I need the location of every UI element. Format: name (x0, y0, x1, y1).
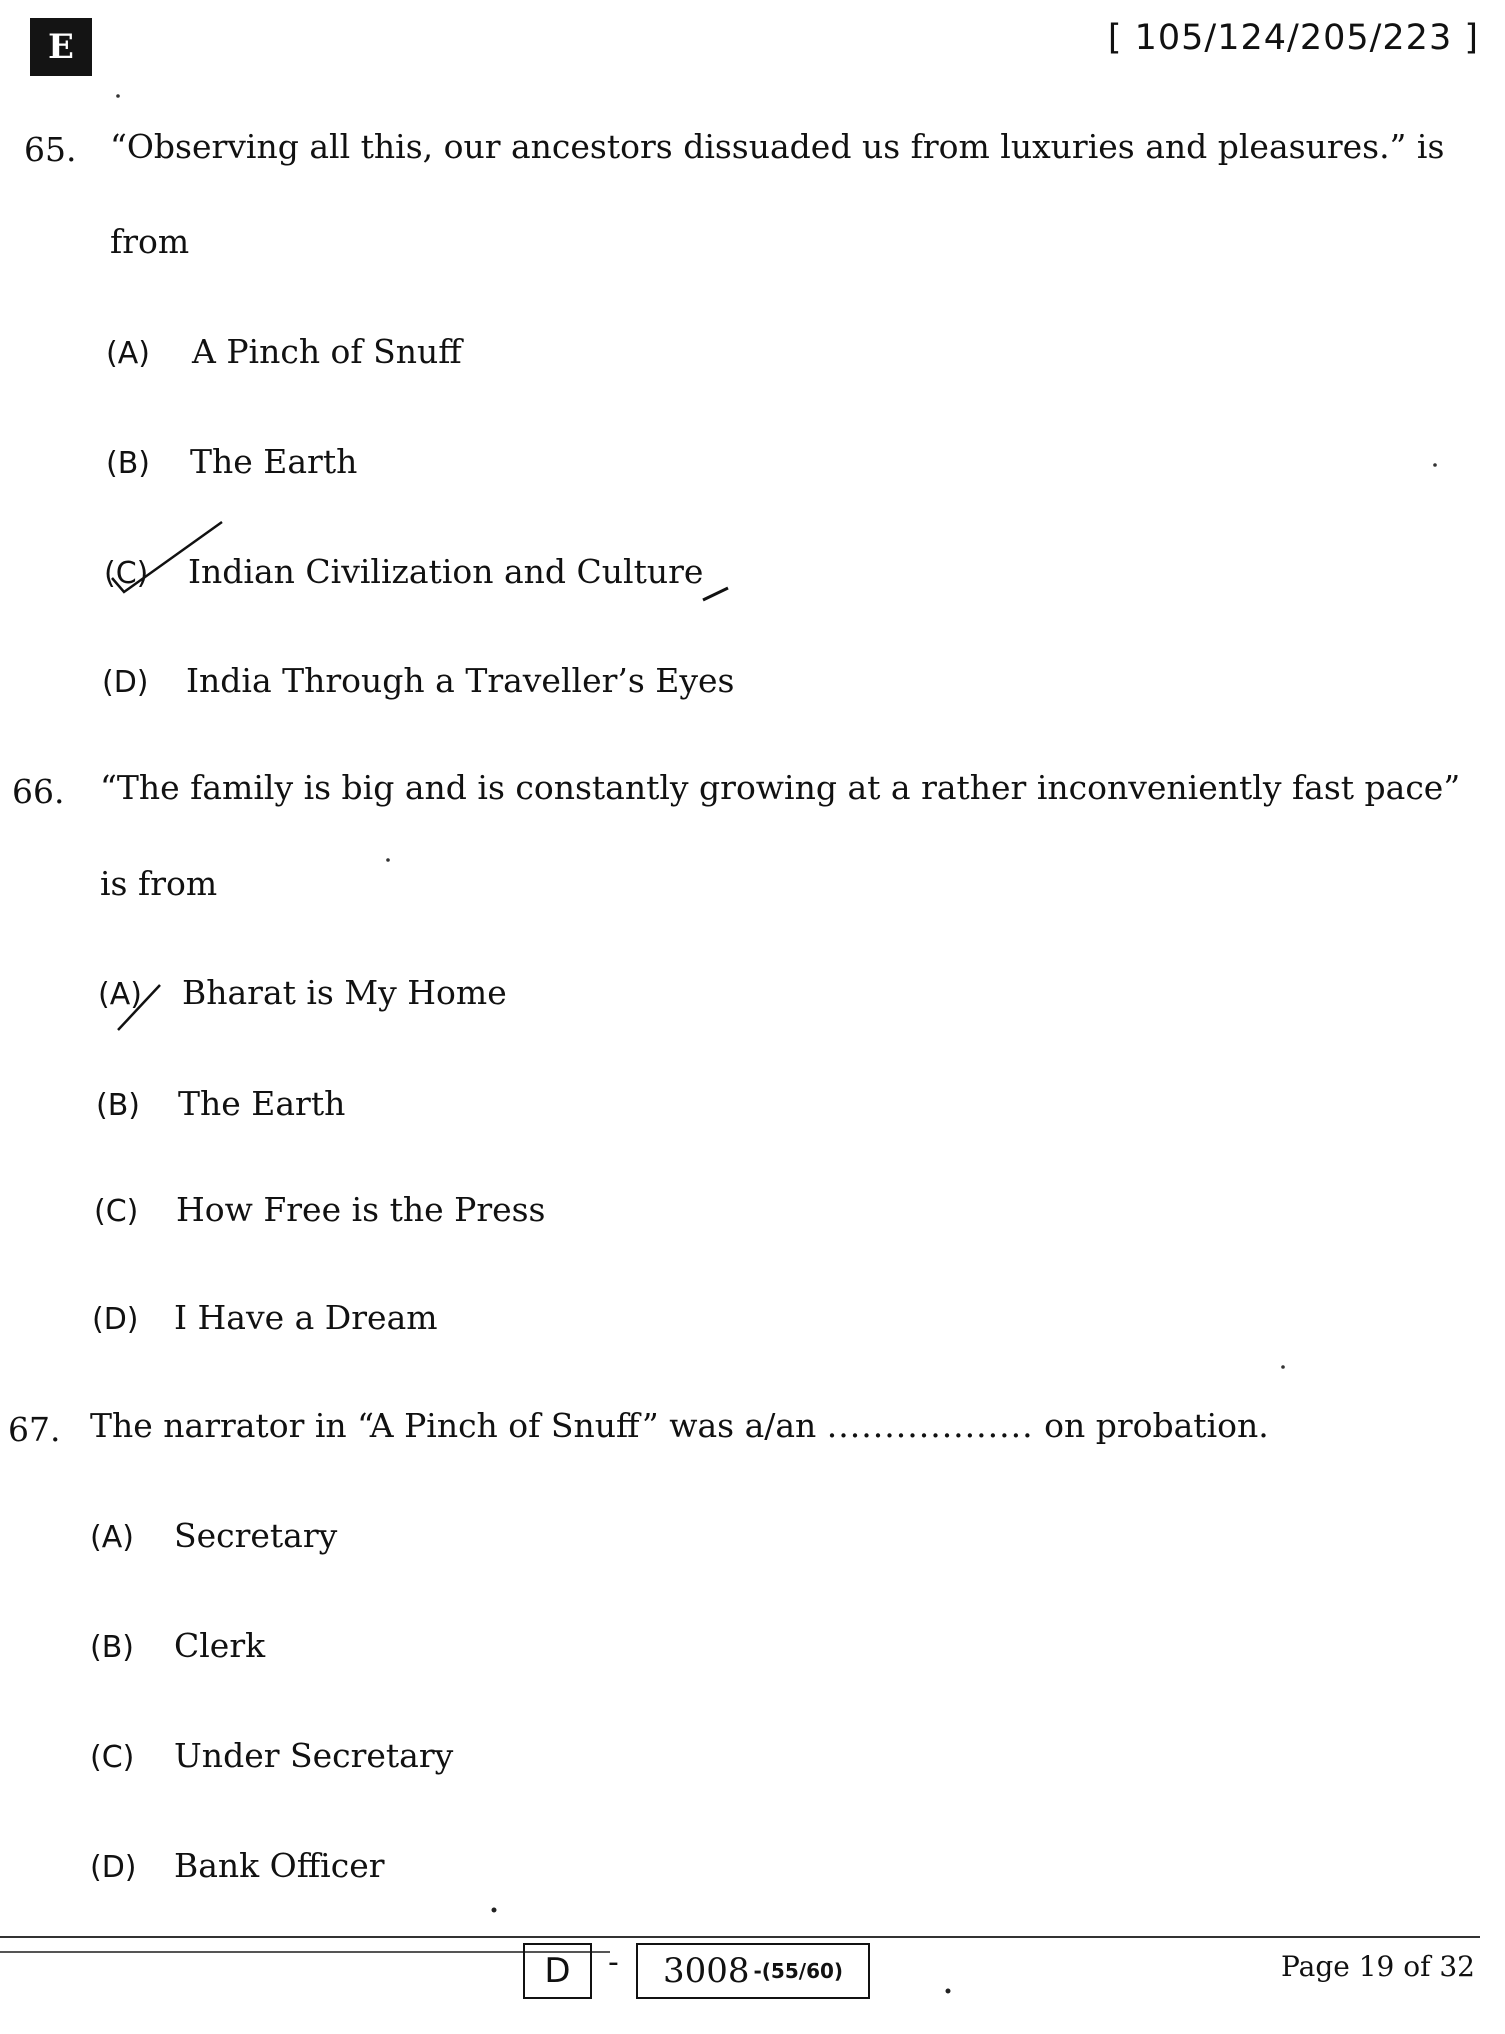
question-number: 65. (24, 130, 77, 169)
footer-rule-secondary (0, 1951, 610, 1953)
stray-dot (946, 1989, 951, 1994)
series-box: D (523, 1943, 592, 1999)
question-number: 66. (12, 772, 65, 811)
booklet-code: 3008 (662, 1951, 750, 1991)
option-label: (B) (96, 1088, 140, 1123)
question-text-after: on probation. (1044, 1406, 1269, 1445)
option-text: Clerk (174, 1626, 266, 1665)
stray-dot (386, 858, 390, 862)
question-text-continued: is from (100, 864, 218, 903)
question-text-before: The narrator in “A Pinch of Snuff” was a/an (90, 1406, 817, 1445)
option-text: I Have a Dream (174, 1298, 438, 1337)
stray-dot (1433, 463, 1437, 467)
option-label: (D) (102, 665, 149, 700)
option-text: India Through a Traveller’s Eyes (186, 661, 735, 700)
option-text: A Pinch of Snuff (192, 332, 462, 371)
answer-tick-mark (118, 985, 160, 1030)
footer-dash: - (608, 1945, 619, 1980)
question-text: “Observing all this, our ancestors dissuaded us from luxuries and pleasures.” is (110, 127, 1445, 166)
booklet-code-box (636, 1943, 870, 1999)
footer-rule (0, 1936, 1480, 1938)
option-label: (C) (90, 1740, 135, 1775)
option-text: Under Secretary (174, 1736, 454, 1775)
option-label: (D) (92, 1302, 139, 1337)
option-label: (A) (90, 1520, 134, 1555)
option-text: Bank Officer (174, 1846, 385, 1885)
option-text: Bharat is My Home (182, 973, 507, 1012)
question-text-continued: from (110, 222, 190, 261)
option-label: (D) (90, 1850, 137, 1885)
pen-stroke-mark (703, 588, 728, 600)
stray-dot (1281, 1365, 1285, 1369)
option-label: (B) (106, 446, 150, 481)
answer-tick-mark (112, 522, 222, 592)
option-text: Indian Civilization and Culture (188, 552, 704, 591)
question-text: “The family is big and is constantly growing at a rather inconveniently fast pace” (100, 768, 1461, 807)
question-number: 67. (8, 1410, 61, 1449)
option-text: How Free is the Press (176, 1190, 546, 1229)
option-label: (C) (94, 1194, 139, 1229)
stray-dot (116, 94, 120, 98)
page-number: Page 19 of 32 (1281, 1950, 1475, 1983)
option-text: The Earth (178, 1084, 346, 1123)
option-label: (C) (104, 556, 149, 591)
booklet-code-sub: -(55/60) (753, 1959, 844, 1983)
option-label: (B) (90, 1630, 134, 1665)
answer-blank: .................. (826, 1406, 1034, 1445)
option-text: The Earth (190, 442, 358, 481)
option-label: (A) (98, 977, 142, 1012)
paper-code: [ 105/124/205/223 ] (1107, 18, 1479, 58)
stray-dot (492, 1908, 497, 1913)
section-badge: E (30, 18, 92, 76)
option-label: (A) (106, 336, 150, 371)
option-text: Secretary (174, 1516, 338, 1555)
